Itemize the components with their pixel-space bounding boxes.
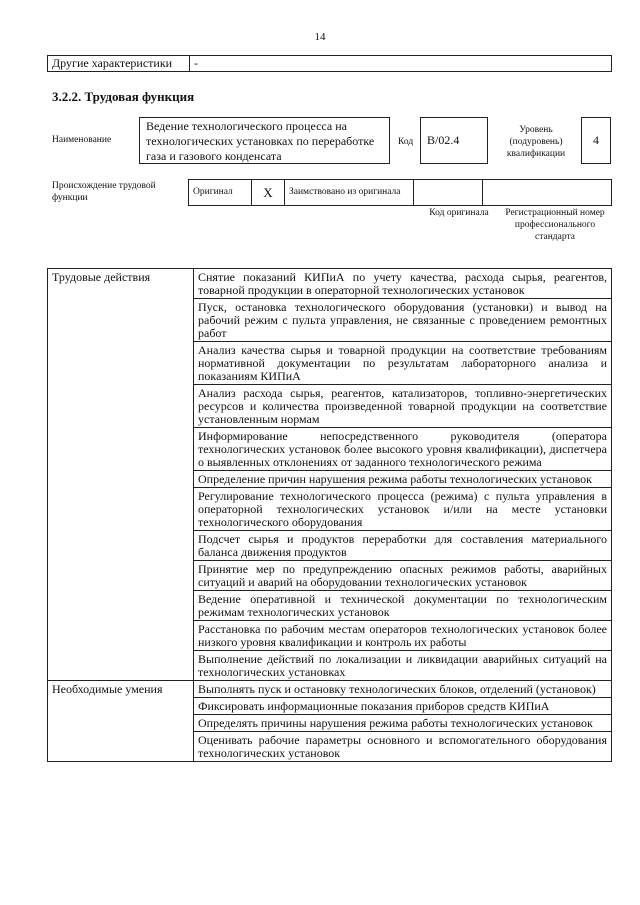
code-original-label: Код оригинала [429,208,489,218]
list-item: Фиксировать информационные показания приборов средств КИПиА [194,698,612,715]
labor-function-table [47,268,612,762]
origin-label: Происхождение трудовой функции [52,181,156,203]
qualification-level: 4 [581,117,611,164]
reg-number-label: Регистрационный номер профессионального стандарта [505,208,605,242]
code-label: Код [398,137,414,147]
list-item: Подсчет сырья и продуктов переработки для составления материального баланса движения продуктов [194,531,612,561]
list-item: Ведение оперативной и технической документации по технологическим режимам технологических установок [194,591,612,621]
list-item: Снятие показаний КИПиА по учету качества, расхода сырья, реагентов, товарной продукции в операторной технологических установок [194,269,612,299]
list-item: Анализ расхода сырья, реагентов, катализаторов, топливно-энергетических ресурсов и количества произведенной товарной продукции на соответствие установленным нормам [194,385,612,428]
section-header: Необходимые умения [48,681,194,762]
section-title: 3.2.2. Трудовая функция [52,89,195,104]
list-item: Расстановка по рабочим местам операторов технологических установок более низкого уровня квалификации и контроль их работы [194,621,612,651]
table-row [48,269,612,299]
origin-table [188,179,612,206]
list-item: Принятие мер по предупреждению опасных режимов работы, аварийных ситуаций и аварий на оборудовании технологических установок [194,561,612,591]
original-label: Оригинал [189,180,252,206]
function-code: В/02.4 [420,117,488,164]
other-characteristics-table [47,55,612,72]
list-item: Пуск, остановка технологического оборудования (установки) и вывод на рабочий режим с пульта управления, не связанные с проведением ремонтных работ [194,299,612,342]
page-number: 14 [314,31,326,43]
list-item: Информирование непосредственного руководителя (оператора технологических установок более высокого уровня квалификации), диспетчера о выявленных отклонениях от заданного технологического режима [194,428,612,471]
original-mark: X [252,180,285,206]
list-item: Регулирование технологического процесса (режима) с пульта управления в операторной технологических установок и/или на месте установки технологического оборудования [194,488,612,531]
borrowed-label: Заимствовано из оригинала [285,180,414,206]
other-characteristics-value: - [190,56,612,72]
code-original-cell [414,180,483,206]
list-item: Оценивать рабочие параметры основного и вспомогательного оборудования технологических установок [194,732,612,762]
list-item: Выполнение действий по локализации и ликвидации аварийных ситуаций на технологических установках [194,651,612,681]
reg-number-cell [483,180,612,206]
list-item: Определять причины нарушения режима работы технологических установок [194,715,612,732]
level-label: Уровень (подуровень) квалификации [506,125,566,159]
name-label: Наименование [52,135,112,145]
other-characteristics-label: Другие характеристики [48,56,190,72]
table-row [48,681,612,698]
list-item: Анализ качества сырья и товарной продукции на соответствие требованиям нормативной документации по результатам лабораторного анализа и показаниям КИПиА [194,342,612,385]
list-item: Выполнять пуск и остановку технологических блоков, отделений (установок) [194,681,612,698]
function-name: Ведение технологического процесса на технологических установках по переработке газа и газового конденсата [139,117,390,164]
section-header: Трудовые действия [48,269,194,681]
list-item: Определение причин нарушения режима работы технологических установок [194,471,612,488]
